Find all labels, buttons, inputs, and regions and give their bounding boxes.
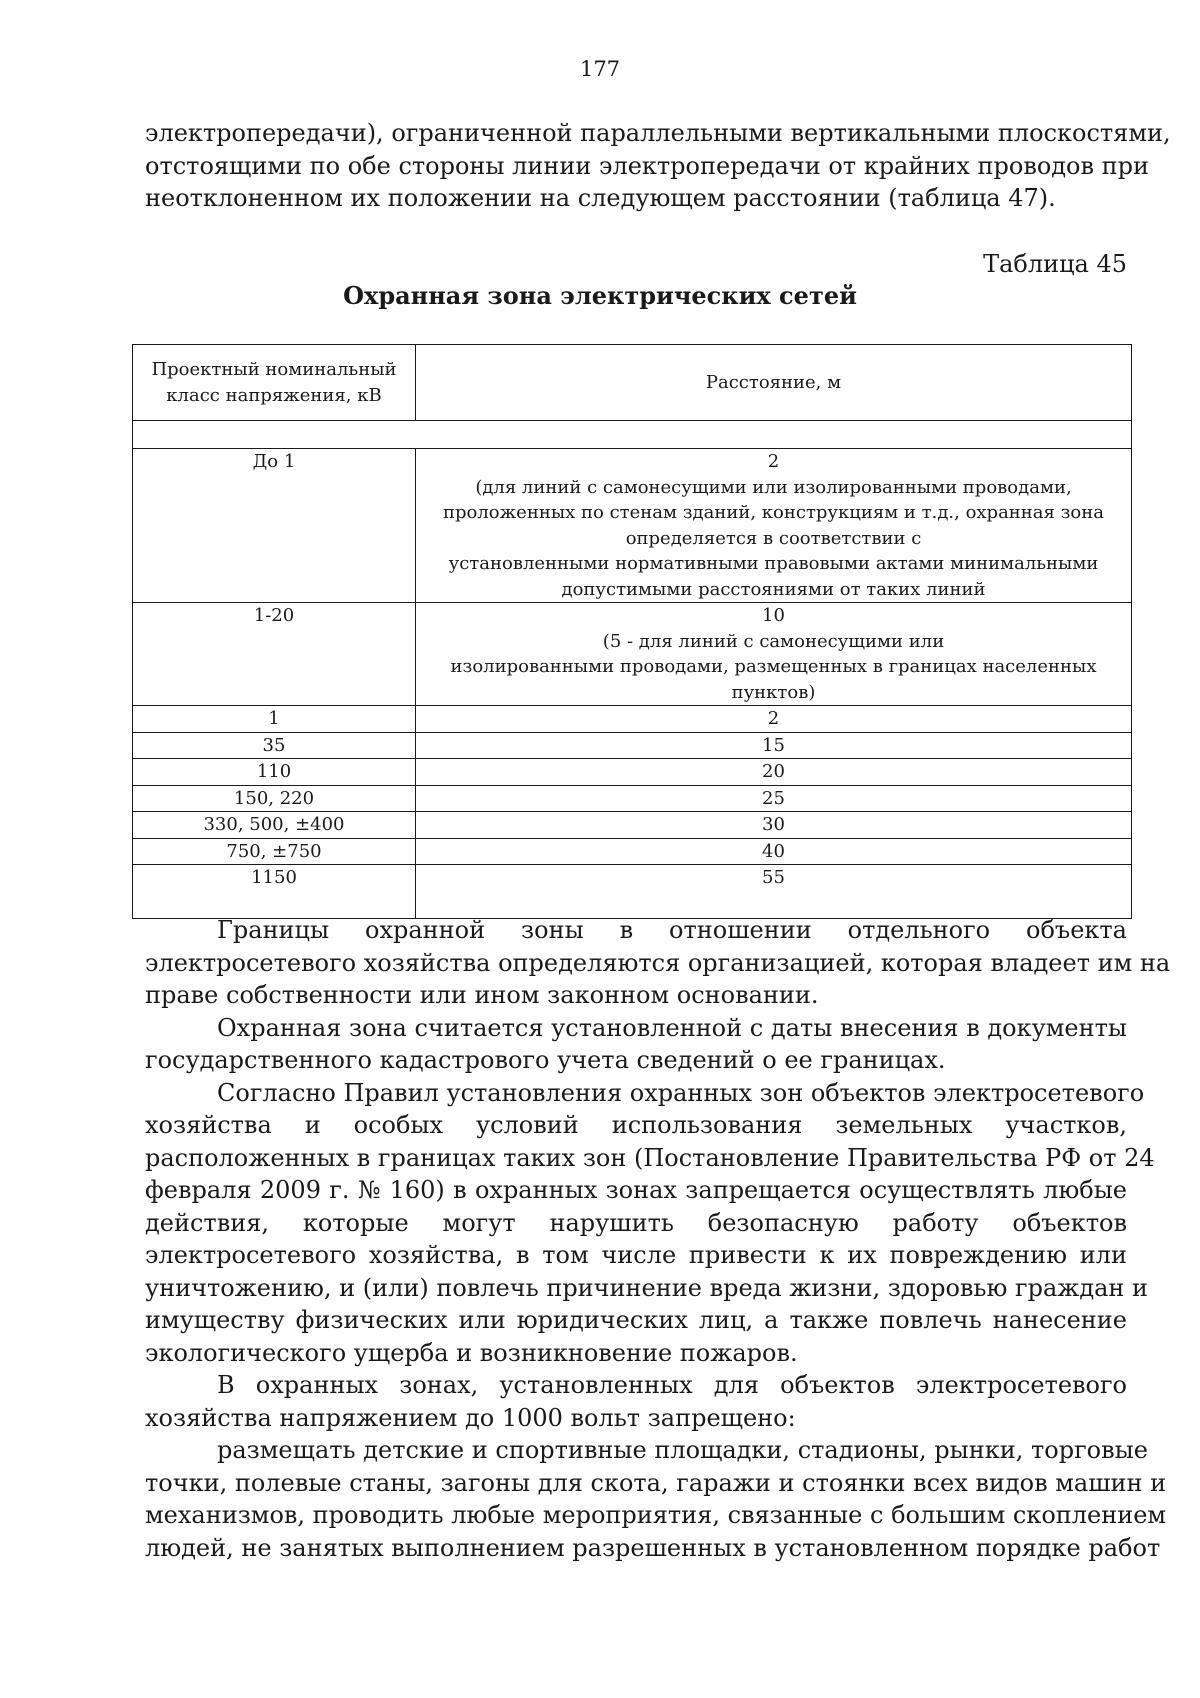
- spacer-cell: [133, 421, 1132, 449]
- table-row: [133, 603, 1132, 706]
- text-line: уничтожению, и (или) повлечь причинение вреда жизни, здоровью граждан и: [145, 1273, 1149, 1302]
- text-line: хозяйства и особых условий использования земельных участков,: [145, 1111, 1127, 1139]
- table-row: [133, 706, 1132, 733]
- text-line: Охранная зона считается установленной с даты внесения в документы: [217, 1013, 1127, 1042]
- text-line: В охранных зонах, установленных для объектов электросетевого: [217, 1371, 1127, 1399]
- distance-value: 2: [767, 451, 780, 472]
- text-line: размещать детские и спортивные площадки, стадионы, рынки, торговые: [217, 1436, 1148, 1464]
- table-row: [133, 838, 1132, 865]
- table-title: Охранная зона электрических сетей: [343, 281, 857, 310]
- table-row: [133, 759, 1132, 786]
- distance-cell: 2: [416, 706, 1132, 733]
- table-row: [133, 732, 1132, 759]
- table-header-row: [133, 345, 1132, 421]
- distance-cell: [416, 449, 1132, 603]
- table-spacer-row: [133, 421, 1132, 449]
- distance-note-line: (для линий с самонесущими или изолированными проводами,: [475, 476, 1072, 498]
- distance-note-line: пунктов): [731, 681, 816, 703]
- distance-note-line: определяется в соответствии с: [625, 527, 922, 549]
- protection-zone-table: [132, 344, 1132, 919]
- table-row: [133, 785, 1132, 812]
- text-line: расположенных в границах таких зон (Постановление Правительства РФ от 24: [145, 1143, 1155, 1172]
- voltage-cell: 1150: [133, 865, 416, 919]
- distance-note-line: установленными нормативными правовыми актами минимальными: [448, 553, 1099, 574]
- voltage-cell: 750, ±750: [133, 838, 416, 865]
- intro-paragraph: [145, 117, 1171, 215]
- text-line: точки, полевые станы, загоны для скота, гаражи и стоянки всех видов машин и: [145, 1468, 1167, 1497]
- text-line: государственного кадастрового учета сведений о ее границах.: [145, 1046, 946, 1074]
- distance-cell: 40: [416, 838, 1132, 865]
- voltage-cell: 330, 500, ±400: [133, 812, 416, 839]
- text-line: электросетевого хозяйства определяются организацией, которая владеет им на: [145, 948, 1171, 977]
- text-line: праве собственности или ином законном основании.: [145, 981, 819, 1009]
- text-line: электропередачи), ограниченной параллельными вертикальными плоскостями,: [145, 119, 1171, 147]
- text-line: электросетевого хозяйства, в том числе привести к их повреждению или: [145, 1241, 1127, 1269]
- text-line: людей, не занятых выполнением разрешенных в установленном порядке работ: [145, 1533, 1161, 1562]
- table-row: [133, 449, 1132, 603]
- voltage-cell: 110: [133, 759, 416, 786]
- text-line: хозяйства напряжением до 1000 вольт запрещено:: [145, 1403, 796, 1432]
- distance-note-line: допустимыми расстояниями от таких линий: [561, 578, 986, 600]
- page-number: 177: [579, 57, 621, 81]
- text-line: Границы охранной зоны в отношении отдельного объекта: [217, 916, 1127, 944]
- text-line: отстоящими по обе стороны линии электропередачи от крайних проводов при: [145, 151, 1150, 180]
- distance-note-line: (5 - для линий с самонесущими или: [602, 630, 945, 652]
- table-row: [133, 865, 1132, 919]
- distance-cell: 55: [416, 865, 1132, 919]
- text-line: механизмов, проводить любые мероприятия, связанные с большим скоплением: [145, 1501, 1167, 1529]
- table-row: [133, 812, 1132, 839]
- text-line: неотклоненном их положении на следующем расстоянии (таблица 47).: [145, 184, 1056, 212]
- distance-cell: 15: [416, 732, 1132, 759]
- voltage-cell: 150, 220: [133, 785, 416, 812]
- text-line: февраля 2009 г. № 160) в охранных зонах запрещается осуществлять любые: [145, 1176, 1127, 1204]
- distance-value: 10: [762, 605, 785, 626]
- distance-note-line: изолированными проводами, размещенных в границах населенных: [450, 656, 1097, 677]
- text-line: имуществу физических или юридических лиц, а также повлечь нанесение: [145, 1306, 1127, 1334]
- header-distance: Расстояние, м: [416, 345, 1132, 421]
- text-line: экологического ущерба и возникновение пожаров.: [145, 1338, 798, 1367]
- table-caption: Таблица 45: [983, 250, 1127, 278]
- voltage-cell: 35: [133, 732, 416, 759]
- text-line: действия, которые могут нарушить безопасную работу объектов: [145, 1208, 1127, 1237]
- distance-cell: 20: [416, 759, 1132, 786]
- voltage-cell: 1-20: [133, 603, 416, 706]
- body-paragraphs: [145, 914, 1171, 1564]
- header-voltage: Проектный номинальный класс напряжения, кВ: [133, 345, 416, 421]
- distance-note-line: проложенных по стенам зданий, конструкциям и т.д., охранная зона: [442, 502, 1104, 523]
- voltage-cell: До 1: [133, 449, 416, 603]
- voltage-cell: 1: [133, 706, 416, 733]
- distance-cell: [416, 603, 1132, 706]
- distance-cell: 25: [416, 785, 1132, 812]
- distance-cell: 30: [416, 812, 1132, 839]
- text-line: Согласно Правил установления охранных зон объектов электросетевого: [217, 1078, 1145, 1107]
